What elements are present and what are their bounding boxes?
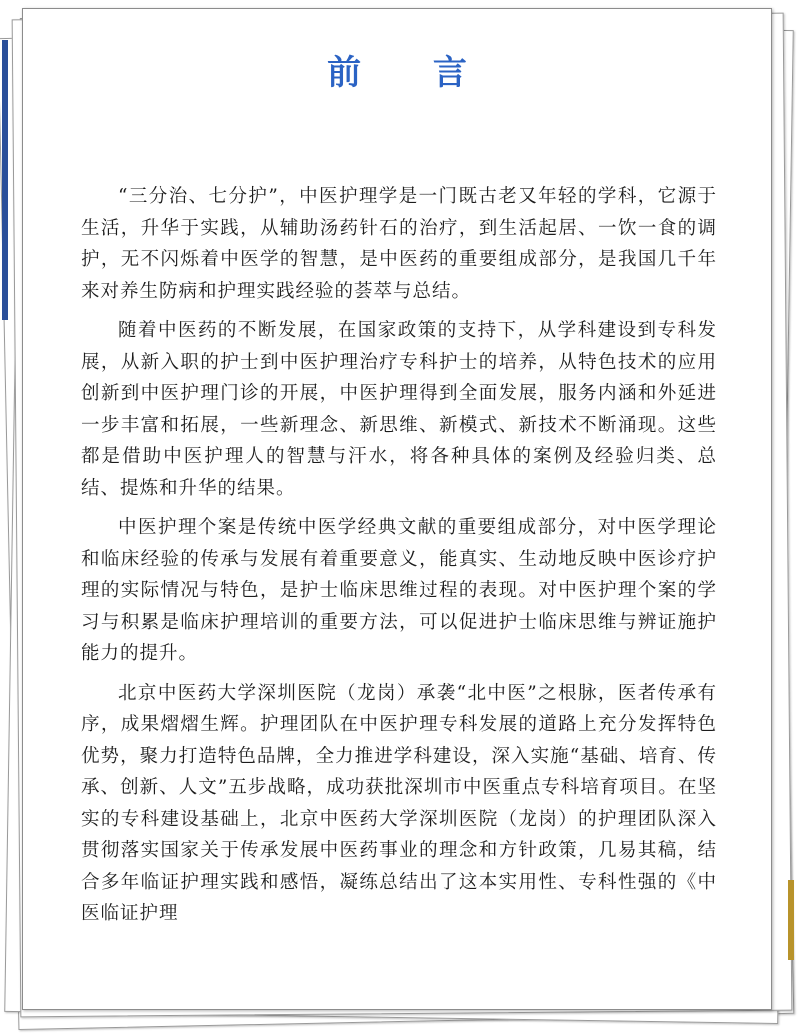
cover-edge-blue bbox=[2, 40, 8, 320]
cover-edge-gold bbox=[788, 880, 794, 960]
page-title: 前 言 bbox=[327, 53, 497, 93]
paragraph-4: 北京中医药大学深圳医院（龙岗）承袭“北中医”之根脉，医者传承有序，成果熠熠生辉。护理团队在中医护理专科发展的道路上充分发挥特色优势，聚力打造特色品牌，全力推进学科建设，深入实施“基础、培育、传承、创新、人文”五步战略，成功获批深圳市中医重点专科培育项目。在坚实的专科建设基础上，北京中医药大学深圳医院（龙岗）的护理团队深入贯彻落实国家关于传承发展中医药事业的理念和方针政策，几易其稿，结合多年临证护理实践和感悟，凝练总结出了这本实用性、专科性强的《中医临证护理 bbox=[81, 682, 717, 924]
paragraph-3: 中医护理个案是传统中医学经典文献的重要组成部分，对中医学理论和临床经验的传承与发展有着重要意义，能真实、生动地反映中医诊疗护理的实际情况与特色，是护士临床思维过程的表现。对中医护理个案的学习与积累是临床护理培训的重要方法，可以促进护士临床思维与辨证施护能力的提升。 bbox=[81, 517, 717, 664]
paragraph-2: 随着中医药的不断发展，在国家政策的支持下，从学科建设到专科发展，从新入职的护士到中医护理治疗专科护士的培养，从特色技术的应用创新到中医护理门诊的开展，中医护理得到全面发展，服务内涵和外延进一步丰富和拓展，一些新理念、新思维、新模式、新技术不断涌现。这些都是借助中医护理人的智慧与汗水，将各种具体的案例及经验归类、总结、提炼和升华的结果。 bbox=[81, 320, 717, 499]
page-body bbox=[81, 181, 717, 938]
document-page bbox=[22, 8, 772, 1010]
paragraph-1: “三分治、七分护”，中医护理学是一门既古老又年轻的学科，它源于生活，升华于实践，从辅助汤药针石的治疗，到生活起居、一饮一食的调护，无不闪烁着中医学的智慧，是中医药的重要组成部分，是我国几千年来对养生防病和护理实践经验的荟萃与总结。 bbox=[81, 186, 717, 302]
